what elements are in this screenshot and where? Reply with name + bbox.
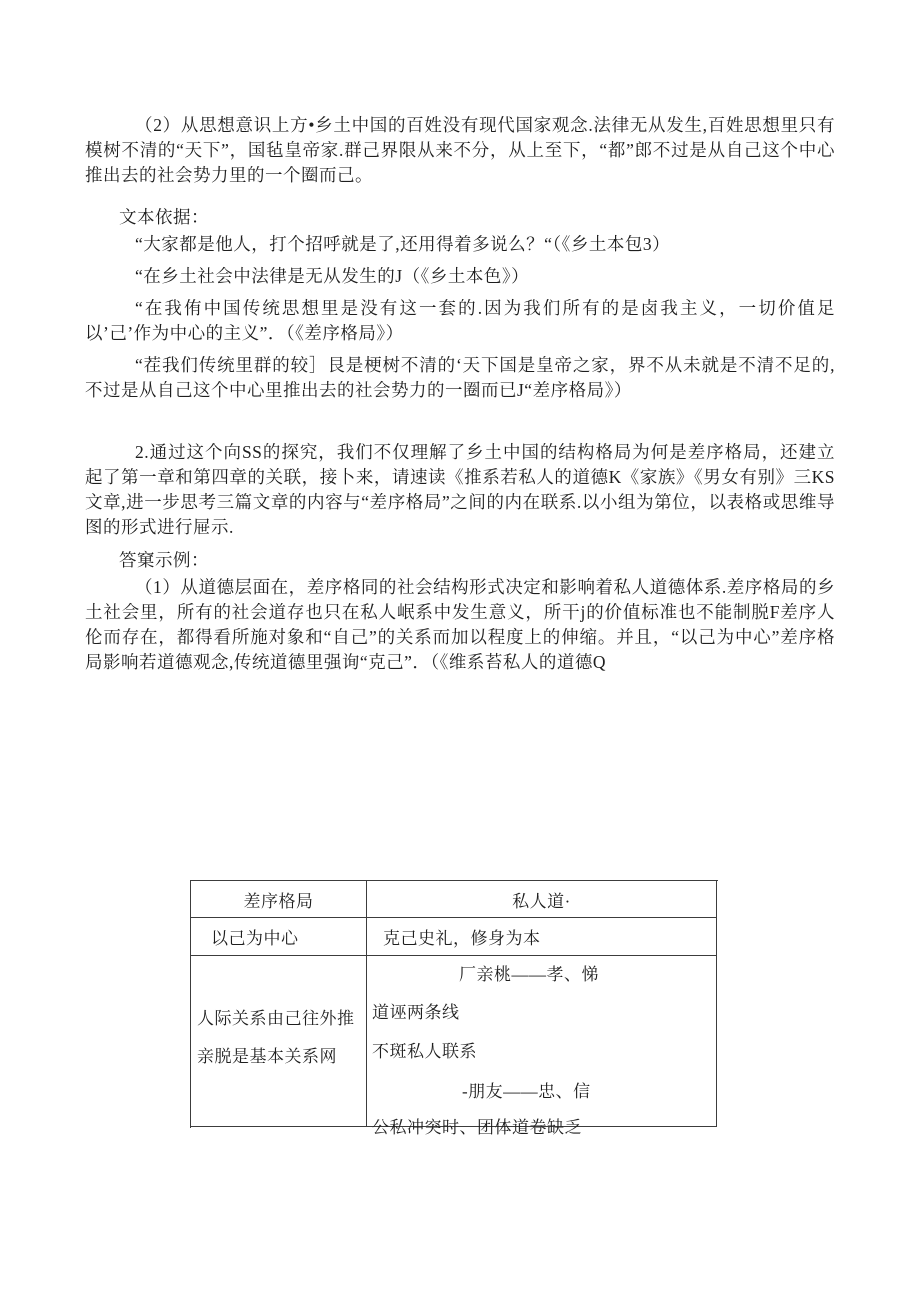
table-cell-line: 道诬两条线 <box>372 1003 460 1022</box>
table-row2-right-cell <box>367 956 717 1137</box>
table-cell-text: 克己史礼，修身为本 <box>383 929 541 948</box>
evidence-label: 文本依据： <box>119 207 209 227</box>
table-row1-left-cell <box>191 918 367 956</box>
table-row2-left-cell <box>191 956 367 1127</box>
table-cell-line: 不斑私人联系 <box>372 1042 477 1061</box>
answer-example-label: 答窠示例： <box>119 550 209 570</box>
table-cell-line: -朋友——忠、信 <box>462 1082 591 1101</box>
quote-2: “在乡土社会中法律是无从发生的J（《乡土本色》） <box>135 266 530 286</box>
quote-3: “在我侑中国传统思想里是没有这一套的.因为我们所有的是卤我主义，一切价值足以’己’作为中心的主义”．（《差序格局》） <box>85 298 835 343</box>
table-cell-line: 人际关系由己往外推 <box>197 1009 355 1028</box>
table-row1-right-cell <box>367 918 717 956</box>
paragraph-thought-level: （2）从思想意识上方•乡土中国的百姓没有现代国家观念.法律无从发生,百姓思想里只有模树不清的“天下”，国毡皇帝家.群己界限从来不分，从上至下，“都”郎不过是从自己这个中心推出去的社会势力里的一个圈而己。 <box>85 115 835 185</box>
table-header-siren-dao <box>367 881 717 918</box>
table-cell-line: 亲脱是基本关系网 <box>197 1047 337 1066</box>
paragraph-task-2: 2.通过这个向SS的探究，我们不仅理解了乡土中国的结构格局为何是差序格局，还建立起了第一章和第四章的关联，接卜来，请速读《推系若私人的道德K《家族》《男女有别》三KS文章,进一步思考三篇文章的内容与“差序格局”之间的内在联系.以小组为第位，以表格或思维导图的形式进行屉示. <box>85 442 835 537</box>
comparison-table <box>190 880 718 1137</box>
table-header-label: 私人道· <box>512 891 571 911</box>
table-cell-text: 以己为中心 <box>211 929 299 948</box>
table-header-chaxu-geju <box>191 881 367 918</box>
table-header-label: 差序格局 <box>243 891 314 911</box>
table-cell-line-clipped: 公私冲突时、团体道卷缺乏 <box>372 1118 582 1137</box>
table-cell-line: 厂亲桃——孝、悌 <box>459 965 599 984</box>
paragraph-answer-1: （1）从道德层面在，差序格同的社会结构形式决定和影响着私人道德体系.差序格局的乡土社会里，所有的社会道存也只在私人岷系中发生意义，所干j的价值标准也不能制脱F差序人伦而存在，都得看所施对象和“自己”的关系而加以程度上的伸缩。并且，“以己为中心”差序格局影响若道德观念,传统道德里强询“克己”．（《维系苔私人的道德Q <box>85 577 835 672</box>
quote-1: “大家都是他人，打个招呼就是了,还用得着多说么？“（《乡土本包3） <box>135 234 671 254</box>
quote-4: “茬我们传统里群的较］艮是梗树不清的‘天下国是皇帝之家，界不从未就是不清不足的,不过是从自己这个中心里推出去的社会势力的一圈而已J“差序格局》） <box>85 355 835 400</box>
